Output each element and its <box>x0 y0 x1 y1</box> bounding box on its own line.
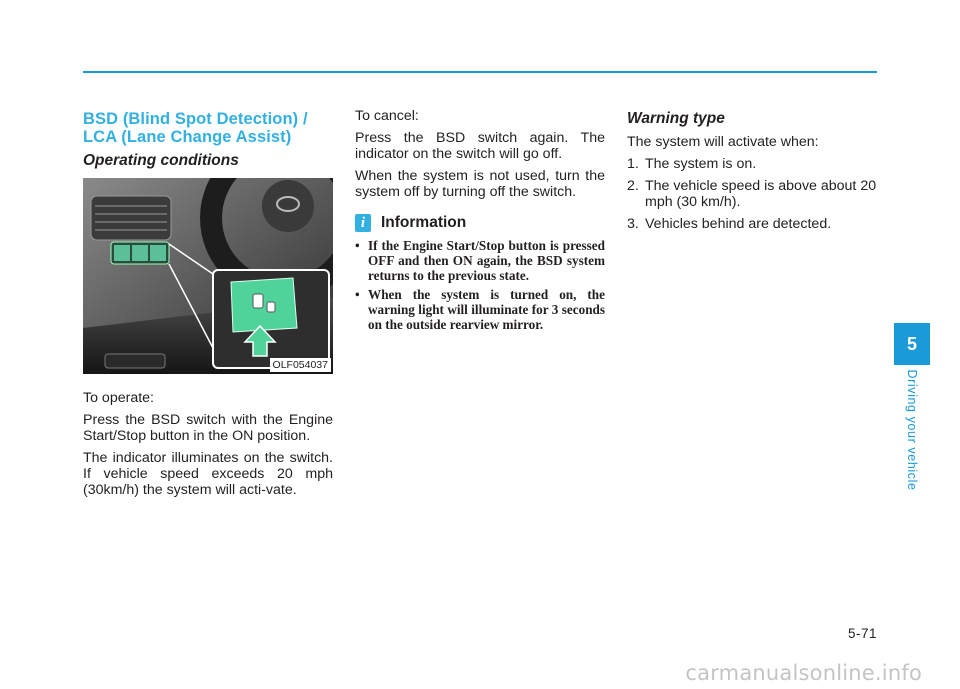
cancel-paragraph-1: Press the BSD switch again. The indicator on the switch will go off. <box>355 130 605 162</box>
column-left <box>83 108 333 504</box>
list-text: Vehicles behind are detected. <box>645 216 832 232</box>
information-header <box>355 214 605 232</box>
section-title-line2: LCA (Lane Change Assist) <box>83 128 292 146</box>
list-item <box>627 156 877 172</box>
information-list <box>355 238 605 332</box>
cancel-heading: To cancel: <box>355 108 419 124</box>
watermark: carmanualsonline.info <box>685 661 922 685</box>
bsd-switch-figure <box>83 178 333 374</box>
info-icon: i <box>355 214 371 232</box>
section-title-line1: BSD (Blind Spot Detection) / <box>83 110 308 128</box>
information-item: • If the Engine Start/Stop button is pressed OFF and then ON again, the BSD system returns to the previous state. <box>355 238 605 283</box>
section-title <box>83 110 333 146</box>
list-number: 2. <box>627 178 639 194</box>
figure-code: OLF054037 <box>270 358 331 372</box>
chapter-tab: 5 <box>894 323 930 365</box>
list-number: 3. <box>627 216 639 232</box>
operate-heading: To operate: <box>83 390 154 406</box>
information-title: Information <box>381 214 467 231</box>
top-rule <box>83 71 877 73</box>
list-text: The vehicle speed is above about 20 mph (30 km/h). <box>645 178 877 210</box>
list-item <box>627 216 877 232</box>
column-right <box>627 108 877 238</box>
cancel-paragraph-2: When the system is not used, turn the system off by turning off the switch. <box>355 168 605 200</box>
list-number: 1. <box>627 156 639 172</box>
column-middle <box>355 108 605 336</box>
information-item: • When the system is turned on, the warning light will illuminate for 3 seconds on the outside rearview mirror. <box>355 287 605 332</box>
warning-type-heading: Warning type <box>627 110 725 127</box>
operating-conditions-heading: Operating conditions <box>83 152 239 169</box>
operate-paragraph-1: Press the BSD switch with the Engine Start/Stop button in the ON position. <box>83 412 333 444</box>
dashboard-illustration <box>83 178 333 374</box>
operate-paragraph-2: The indicator illuminates on the switch. If vehicle speed exceeds 20 mph (30km/h) the system will acti-vate. <box>83 450 333 498</box>
list-text: The system is on. <box>645 156 757 172</box>
page-number: 5-71 <box>847 626 877 641</box>
warning-intro: The system will activate when: <box>627 134 819 150</box>
chapter-label: Driving your vehicle <box>905 369 919 491</box>
list-item <box>627 178 877 210</box>
activation-conditions-list <box>627 156 877 232</box>
